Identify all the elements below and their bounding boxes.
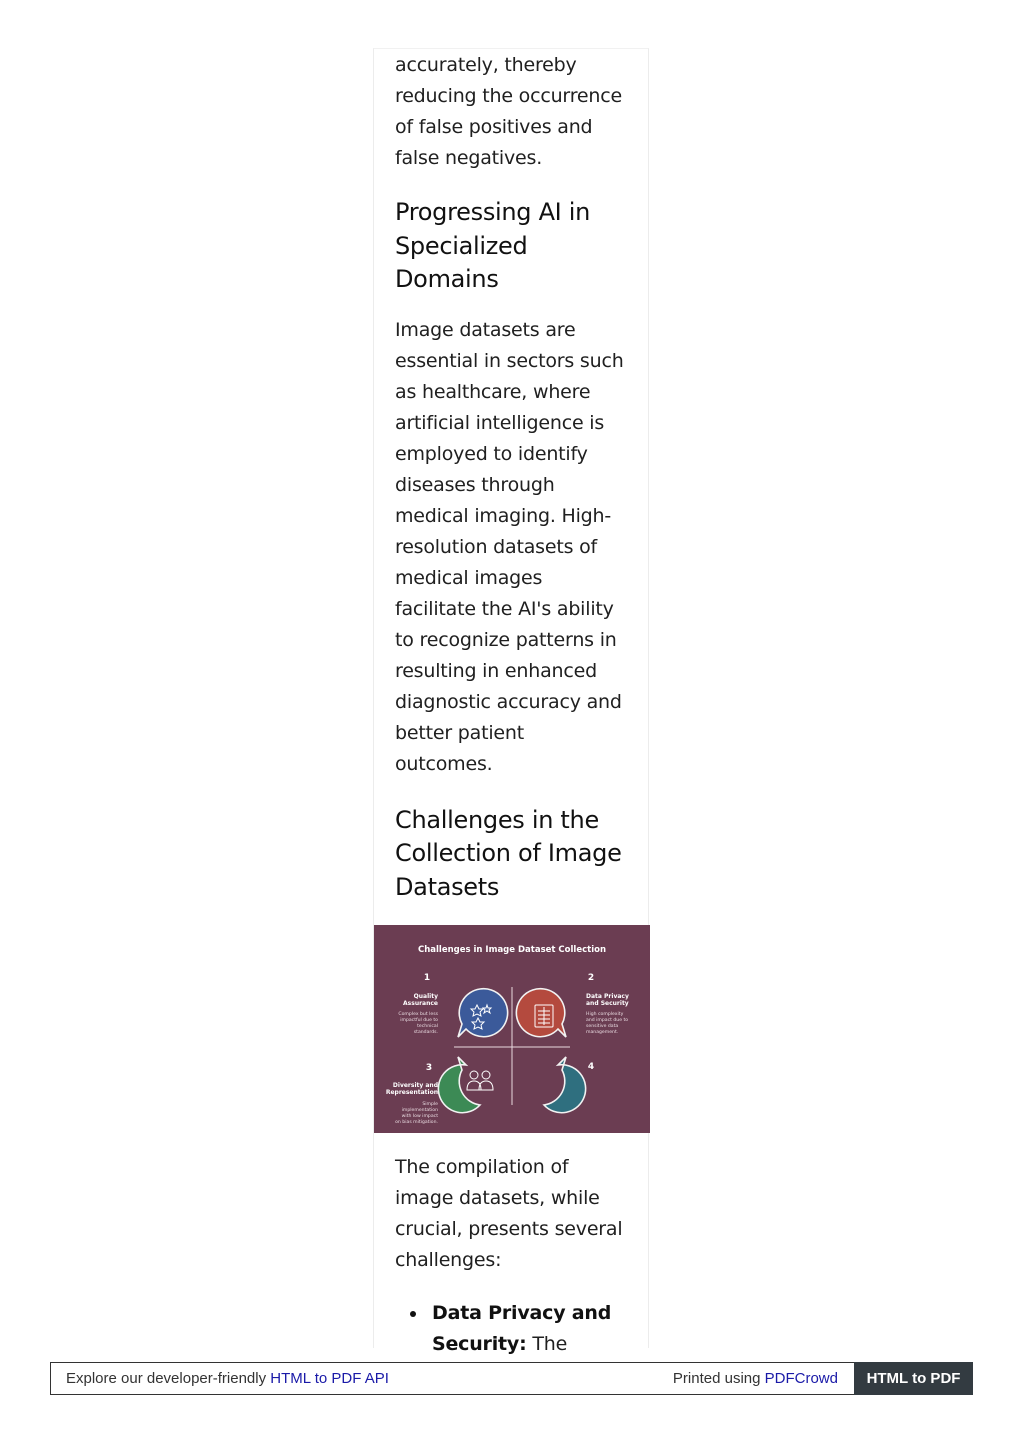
- intro-paragraph: accurately, thereby reducing the occurrence of false positives and false negatives.: [395, 54, 622, 169]
- infographic-title: Challenges in Image Dataset Collection: [417, 945, 607, 955]
- quadrant-3-desc-2: implementation: [401, 1108, 438, 1113]
- article-column: [373, 48, 649, 1355]
- footer-left: [66, 1370, 389, 1387]
- pdfcrowd-link[interactable]: PDFCrowd: [764, 1370, 838, 1387]
- quadrant-4-bubble: [544, 1057, 586, 1113]
- challenges-infographic: [374, 925, 650, 1133]
- footer-left-text: Explore our developer-friendly: [66, 1370, 271, 1387]
- quadrant-2-desc-3: sensitive data: [586, 1024, 619, 1029]
- quadrant-3-title-line2: Representation: [385, 1089, 438, 1096]
- footer-right-text: Printed using: [672, 1370, 765, 1387]
- quadrant-1-number: 1: [423, 973, 431, 983]
- quadrant-3-title-line1: Diversity and: [392, 1082, 438, 1089]
- quadrant-3-desc-3: with low impact: [401, 1114, 438, 1119]
- quadrant-1-title-line2: Assurance: [403, 1000, 438, 1007]
- pdfcrowd-footer: [50, 1362, 973, 1395]
- list-item-term: Data Privacy and Security:: [432, 1302, 612, 1355]
- quadrant-1-title-line1: Quality: [413, 993, 438, 1000]
- html-to-pdf-api-link[interactable]: HTML to PDF API: [270, 1370, 389, 1387]
- quadrant-4-number: 4: [587, 1062, 595, 1072]
- quadrant-1-desc-4: standards.: [413, 1030, 438, 1035]
- quadrant-2-desc-4: management.: [586, 1030, 619, 1035]
- section-paragraph-specialized-domains: Image datasets are essential in sectors such as healthcare, where artificial intelligence is employed to identify diseases through medical imaging. High-resolution datasets of medical images facilitate the AI's ability to recognize patterns in resulting in enhanced diagnostic accuracy and better patient outcomes.: [395, 318, 624, 775]
- challenges-paragraph: The compilation of image datasets, while crucial, presents several challenges:: [395, 1156, 623, 1271]
- quadrant-1-desc-3: technical: [417, 1024, 438, 1029]
- quadrant-2-title-line2: and Security: [586, 1000, 629, 1007]
- html-to-pdf-button[interactable]: HTML to PDF: [854, 1362, 973, 1395]
- quadrant-2-number: 2: [587, 973, 595, 983]
- quadrant-3-bubble: [438, 1057, 493, 1113]
- infographic-canvas: [374, 925, 650, 1133]
- quadrant-2-bubble: [516, 989, 566, 1037]
- quadrant-3-desc-4: on bias mitigation.: [395, 1120, 438, 1125]
- quadrant-2-desc-2: and impact due to: [586, 1018, 629, 1023]
- people-icon: [467, 1071, 493, 1090]
- quadrant-1-desc-2: impactful due to: [400, 1018, 438, 1023]
- quadrant-3-number: 3: [425, 1063, 433, 1073]
- quadrant-1-desc-1: Complex but less: [398, 1012, 438, 1017]
- list-item-text: The: [532, 1333, 568, 1355]
- quadrant-3-desc-1: Simple: [422, 1102, 438, 1107]
- section-heading-challenges: Challenges in the Collection of Image Datasets: [395, 805, 622, 901]
- footer-right: [673, 1370, 838, 1387]
- quadrant-2-title-line1: Data Privacy: [586, 993, 629, 1000]
- quadrant-2-desc-1: High complexity: [586, 1012, 624, 1017]
- quadrant-1-bubble: [458, 989, 508, 1037]
- section-heading-specialized-domains: Progressing AI in Specialized Domains: [395, 198, 591, 293]
